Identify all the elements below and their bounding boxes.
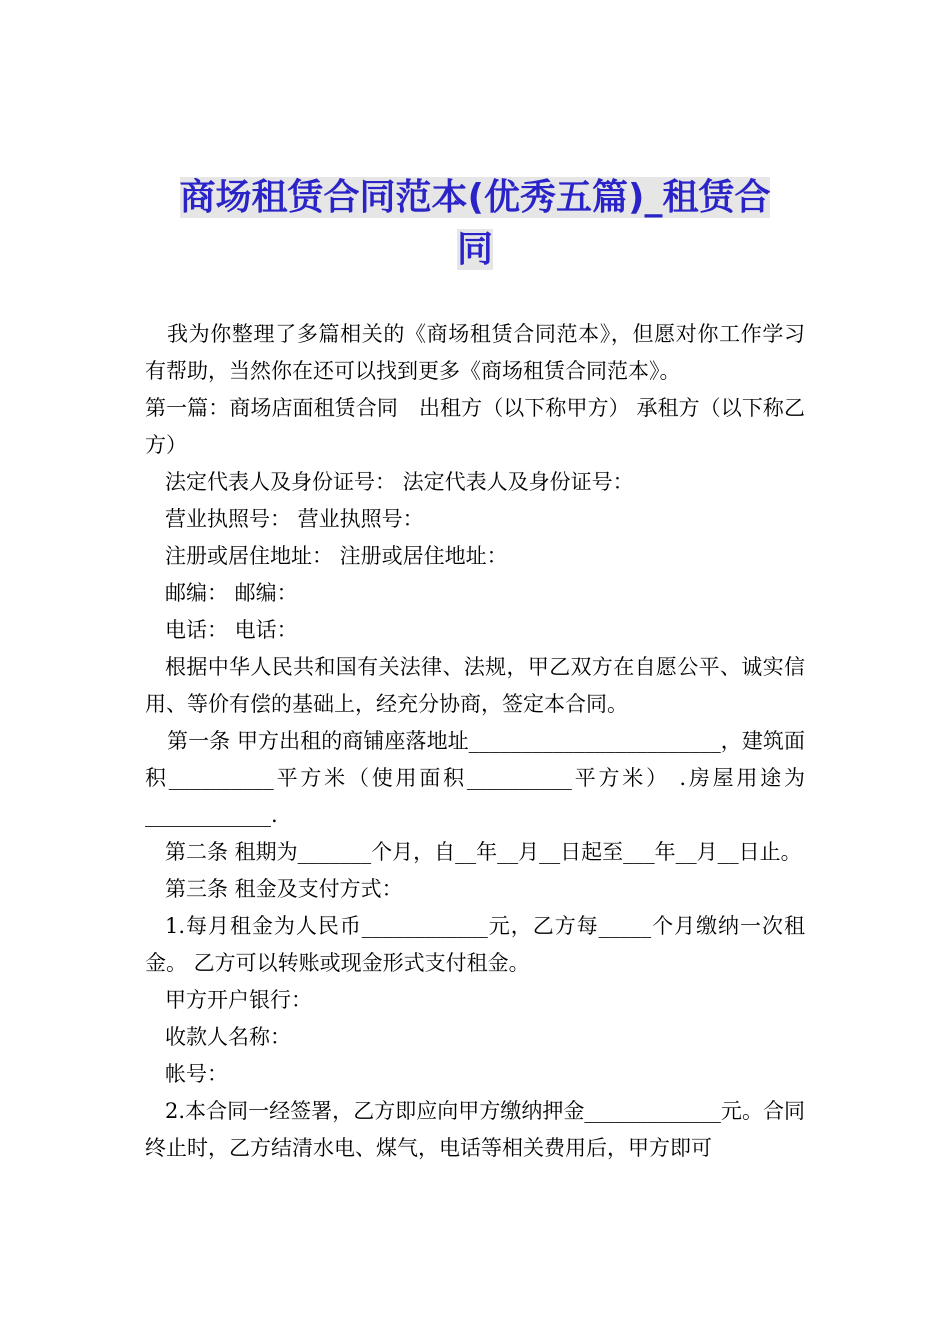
section-heading-paragraph: 第一篇：商场店面租赁合同 出租方（以下称甲方） 承租方（以下称乙方）	[145, 396, 805, 457]
paragraph: 根据中华人民共和国有关法律、法规，甲乙双方在自愿公平、诚实信用、等价有偿的基础上，经充分协商，签定本合同。	[145, 655, 805, 716]
intro-paragraph: 我为你整理了多篇相关的《商场租赁合同范本》，但愿对你工作学习有帮助，当然你在还可以找到更多《商场租赁合同范本》。	[145, 322, 805, 383]
paragraph: 邮编： 邮编：	[165, 581, 298, 605]
clause-paragraph: 2.本合同一经签署，乙方即应向甲方缴纳押金_____________元。合同终止时，乙方结清水电、煤气，电话等相关费用后，甲方即可	[145, 1099, 805, 1160]
document-body	[145, 316, 805, 1167]
paragraph: 法定代表人及身份证号： 法定代表人及身份证号：	[165, 470, 634, 494]
paragraph: 收款人名称：	[165, 1025, 291, 1049]
paragraph: 注册或居住地址： 注册或居住地址：	[165, 544, 508, 568]
clause-paragraph: 第三条 租金及支付方式：	[165, 877, 403, 901]
clause-paragraph: 第一条 甲方出租的商铺座落地址________________________，建筑面积__________平方米（使用面积__________平方米） .房屋用途为____________.	[145, 729, 805, 827]
title-line-1: 商场租赁合同范本(优秀五篇)_租赁合	[179, 177, 771, 218]
paragraph: 营业执照号： 营业执照号：	[165, 507, 424, 531]
paragraph: 甲方开户银行：	[165, 988, 312, 1012]
paragraph: 帐号：	[165, 1062, 228, 1086]
document-title	[145, 172, 805, 276]
paragraph: 电话： 电话：	[165, 618, 298, 642]
clause-paragraph: 1.每月租金为人民币____________元，乙方每_____个月缴纳一次租金。 乙方可以转账或现金形式支付租金。	[145, 914, 805, 975]
title-line-2: 同	[456, 229, 493, 270]
clause-paragraph: 第二条 租期为_______个月，自__年__月__日起至___年__月__日止。	[165, 840, 802, 864]
